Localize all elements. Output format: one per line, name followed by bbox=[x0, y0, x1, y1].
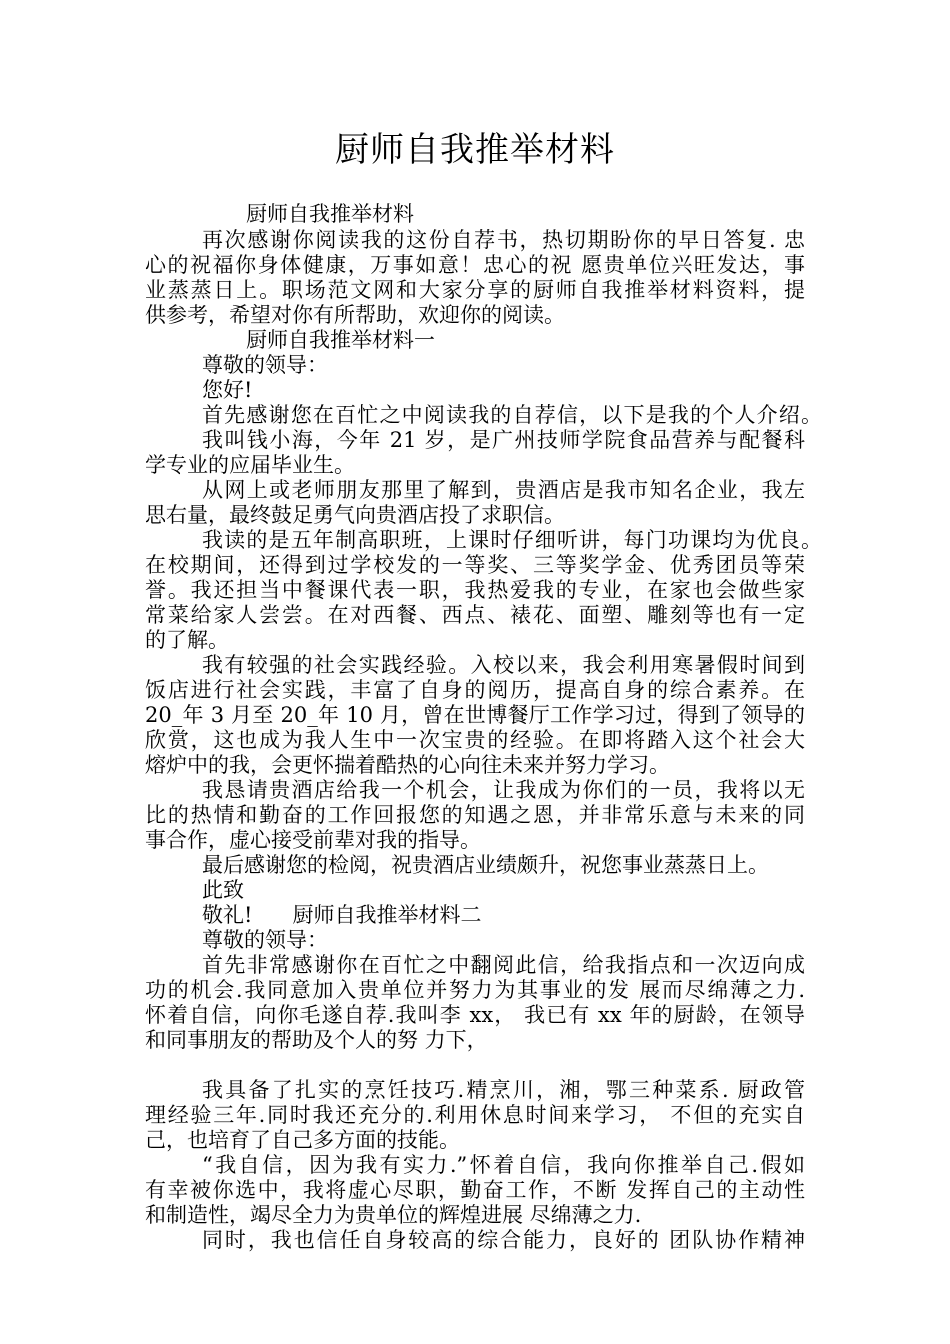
body-line: 首先感谢您在百忙之中阅读我的自荐信，以下是我的个人介绍。 bbox=[202, 403, 822, 427]
body-line: 首先非常感谢你在百忙之中翻阅此信，给我指点和一次迈向成 bbox=[202, 953, 805, 977]
body-line: 有幸被你选中，我将虚心尽职，勤奋工作，不断 发挥自己的主动性 bbox=[145, 1178, 805, 1202]
body-line: 怀着自信，向你毛遂自荐.我叫李 xx， 我已有 xx 年的厨龄，在领导 bbox=[145, 1003, 805, 1027]
body-line: 我叫钱小海，今年 21 岁，是广州技师学院食品营养与配餐科 bbox=[202, 428, 805, 452]
body-line: 己，也培育了自己多方面的技能。 bbox=[145, 1128, 460, 1152]
body-line: 此致 bbox=[202, 878, 244, 902]
body-line: 和同事朋友的帮助及个人的努 力下， bbox=[145, 1028, 488, 1052]
body-line: 我具备了扎实的烹饪技巧.精烹川，湘，鄂三种菜系. 厨政管 bbox=[202, 1078, 805, 1102]
body-line: 理经验三年.同时我还充分的.利用休息时间来学习， 不但的充实自 bbox=[145, 1103, 805, 1127]
body-line: 我有较强的社会实践经验。入校以来，我会利用寒暑假时间到 bbox=[202, 653, 805, 677]
body-line: 供参考，希望对你有所帮助，欢迎你的阅读。 bbox=[145, 303, 565, 327]
body-line: 思右量，最终鼓足勇气向贵酒店投了求职信。 bbox=[145, 503, 565, 527]
body-line: 学专业的应届毕业生。 bbox=[145, 453, 355, 477]
body-line: 20_年 3 月至 20_年 10 月，曾在世博餐厅工作学习过，得到了领导的 bbox=[145, 703, 805, 727]
body-line: 比的热情和勤奋的工作回报您的知遇之恩，并非常乐意与未来的同 bbox=[145, 803, 805, 827]
body-line: 尊敬的领导： bbox=[202, 928, 328, 952]
body-line: 业蒸蒸日上。职场范文网和大家分享的厨师自我推举材料资料，提 bbox=[145, 278, 805, 302]
body-line: 同时，我也信任自身较高的综合能力，良好的 团队协作精神 bbox=[202, 1228, 805, 1252]
body-line: 功的机会.我同意加入贵单位并努力为其事业的发 展而尽绵薄之力. bbox=[145, 978, 805, 1002]
body-line: 在校期间，还得到过学校发的一等奖、三等奖学金、优秀团员等荣 bbox=[145, 553, 805, 577]
body-line: 的了解。 bbox=[145, 628, 229, 652]
body-line: 欣赏，这也成为我人生中一次宝贵的经验。在即将踏入这个社会大 bbox=[145, 728, 805, 752]
body-line: 和制造性，竭尽全力为贵单位的辉煌进展 尽绵薄之力. bbox=[145, 1203, 642, 1227]
body-line: 誉。我还担当中餐课代表一职，我热爱我的专业，在家也会做些家 bbox=[145, 578, 805, 602]
body-line: 常菜给家人尝尝。在对西餐、西点、裱花、面塑、雕刻等也有一定 bbox=[145, 603, 805, 627]
body-line: 心的祝福你身体健康，万事如意！忠心的祝 愿贵单位兴旺发达，事 bbox=[145, 253, 805, 277]
body-line: 事合作，虚心接受前辈对我的指导。 bbox=[145, 828, 481, 852]
body-line: 饭店进行社会实践，丰富了自身的阅历，提高自身的综合素养。在 bbox=[145, 678, 805, 702]
body-line: 您好! bbox=[202, 378, 253, 402]
body-line: 再次感谢你阅读我的这份自荐书，热切期盼你的早日答复. 忠 bbox=[202, 228, 805, 252]
body-line: 尊敬的领导： bbox=[202, 353, 328, 377]
body-line: 熔炉中的我，会更怀揣着酷热的心向往未来并努力学习。 bbox=[145, 753, 670, 777]
body-line: 从网上或老师朋友那里了解到，贵酒店是我市知名企业，我左 bbox=[202, 478, 805, 502]
body-line: 敬礼! 厨师自我推举材料二 bbox=[202, 903, 482, 927]
body-line: 厨师自我推举材料 bbox=[246, 202, 414, 226]
body-line: 厨师自我推举材料一 bbox=[246, 328, 435, 352]
body-line: “我自信，因为我有实力.”怀着自信，我向你推举自己.假如 bbox=[202, 1153, 805, 1177]
body-line: 我恳请贵酒店给我一个机会，让我成为你们的一员，我将以无 bbox=[202, 778, 805, 802]
document-title: 厨师自我推举材料 bbox=[335, 130, 615, 170]
body-line: 我读的是五年制高职班，上课时仔细听讲，每门功课均为优良。 bbox=[202, 528, 822, 552]
body-line: 最后感谢您的检阅，祝贵酒店业绩颇升，祝您事业蒸蒸日上。 bbox=[202, 853, 769, 877]
